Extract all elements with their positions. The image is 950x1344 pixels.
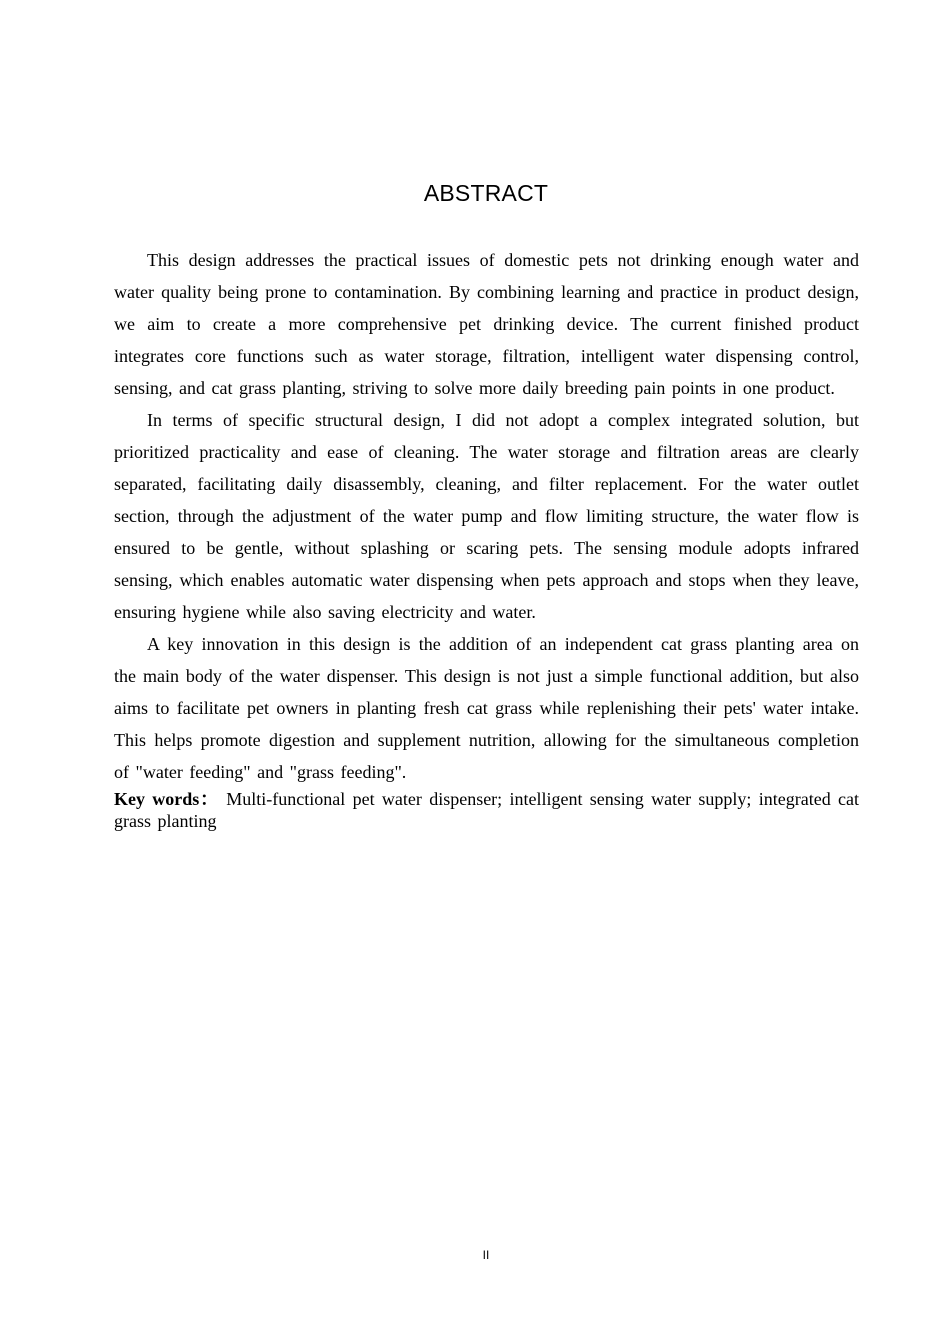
abstract-body: [114, 244, 859, 832]
keywords-separator: ：: [199, 789, 219, 809]
abstract-paragraph-3: A key innovation in this design is the addition of an independent cat grass planting area on the main body of the water dispenser. This design is not just a simple functional addition, but also aims to facilitate pet owners in planting fresh cat grass while replenishing their pets' water intake. This helps promote digestion and supplement nutrition, allowing for the simultaneous completion of "water feeding" and "grass feeding".: [114, 634, 859, 782]
abstract-paragraph-2: In terms of specific structural design, I did not adopt a complex integrated solution, but prioritized practicality and ease of cleaning. The water storage and filtration areas are clearly separated, facilitating daily disassembly, cleaning, and filter replacement. For the water outlet section, through the adjustment of the water pump and flow limiting structure, the water flow is ensured to be gentle, without splashing or scaring pets. The sensing module adopts infrared sensing, which enables automatic water dispensing when pets approach and stops when they leave, ensuring hygiene while also saving electricity and water.: [114, 410, 859, 622]
abstract-paragraph-1: This design addresses the practical issues of domestic pets not drinking enough water and water quality being prone to contamination. By combining learning and practice in product design, we aim to create a more comprehensive pet drinking device. The current finished product integrates core functions such as water storage, filtration, intelligent water dispensing control, sensing, and cat grass planting, striving to solve more daily breeding pain points in one product.: [114, 250, 859, 398]
keywords-text: Multi-functional pet water dispenser; intelligent sensing water supply; integrated cat grass planting: [114, 789, 860, 831]
keywords-line: [114, 788, 859, 832]
keywords-label: Key words: [114, 789, 200, 809]
page-number: II: [482, 1248, 490, 1262]
page-title: ABSTRACT: [423, 180, 549, 206]
